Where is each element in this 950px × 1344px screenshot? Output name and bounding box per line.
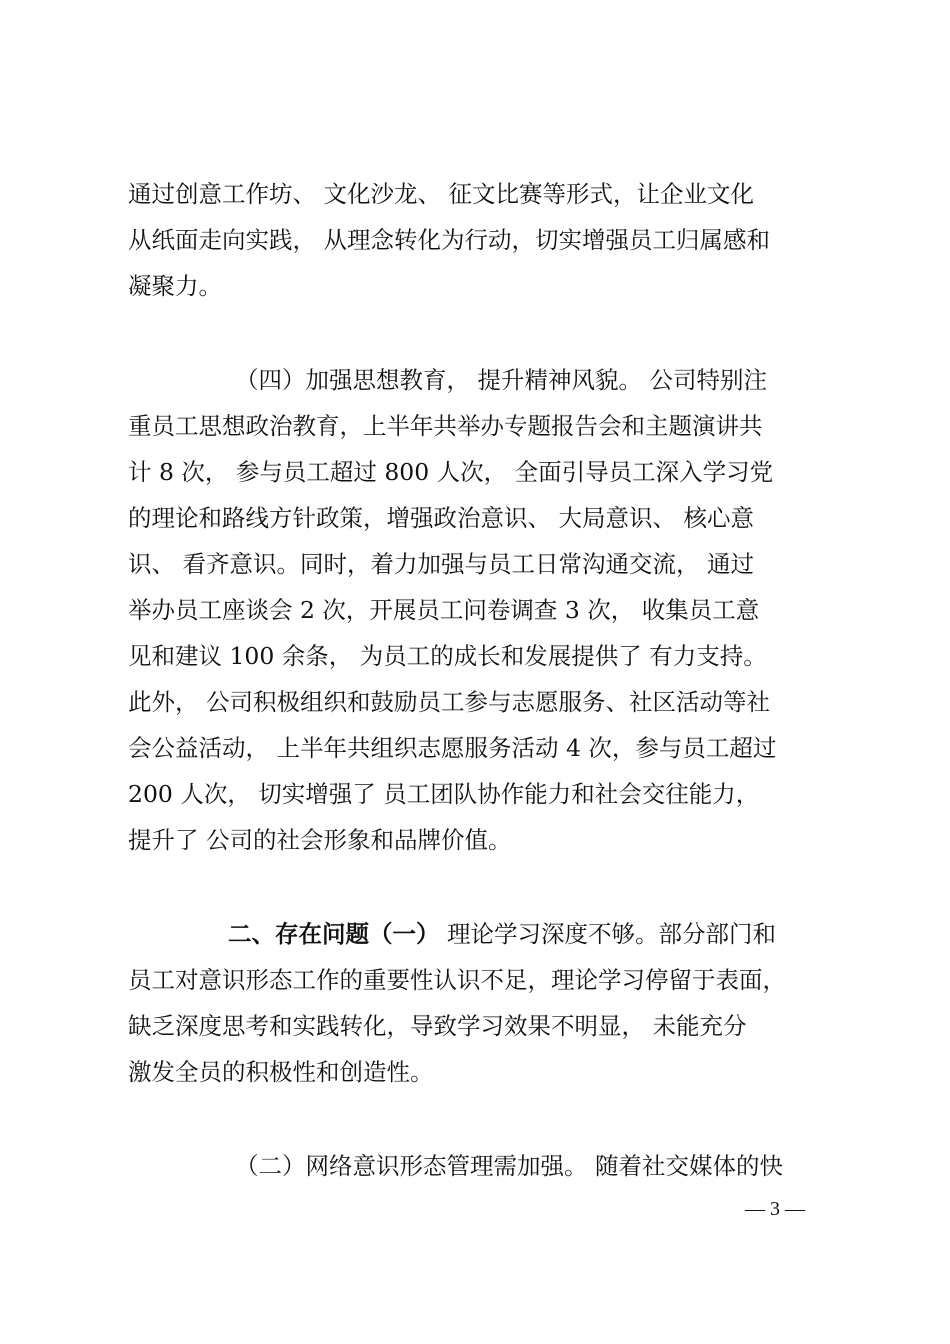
text-line: 员工对意识形态工作的重要性认识不足，理论学习停留于表面， [128, 966, 786, 994]
text-line: 举办员工座谈会 2 次，开展员工问卷调查 3 次， 收集员工意 [128, 596, 760, 624]
page-number: — 3 — [745, 1198, 805, 1220]
text-line: 激发全员的积极性和创造性。 [128, 1058, 434, 1086]
text-line: 计 8 次， 参与员工超过 800 人次， 全面引导员工深入学习党 [128, 458, 774, 486]
text-line: 提升了 公司的社会形象和品牌价值。 [128, 826, 512, 854]
section-heading-line: （四）加强思想教育， 提升精神风貌。 公司特别注 [235, 366, 767, 394]
text-line: 识、 看齐意识。同时，着力加强与员工日常沟通交流， 通过 [128, 550, 754, 578]
text-line: 重员工思想政治教育，上半年共举办专题报告会和主题演讲共 [128, 412, 763, 440]
section-heading-line [228, 920, 776, 948]
text-line: 200 人次， 切实增强了 员工团队协作能力和社会交往能力， [128, 780, 760, 808]
text-line: 从纸面走向实践， 从理念转化为行动，切实增强员工归属感和 [128, 226, 770, 254]
section-heading: 二、存在问题（一） [228, 920, 440, 948]
text-line: 会公益活动， 上半年共组织志愿服务活动 4 次，参与员工超过 [128, 734, 777, 762]
section-heading-line: （二）网络意识形态管理需加强。 随着社交媒体的快 [235, 1152, 783, 1180]
text-line: 通过创意工作坊、 文化沙龙、 征文比赛等形式，让企业文化 [128, 180, 754, 208]
text-line: 此外， 公司积极组织和鼓励员工参与志愿服务、社区活动等社 [128, 688, 770, 716]
text-line: 缺乏深度思考和实践转化，导致学习效果不明显， 未能充分 [128, 1012, 747, 1040]
heading-continuation: 理论学习深度不够。部分部门和 [439, 920, 776, 948]
text-line: 的理论和路线方针政策，增强政治意识、 大局意识、 核心意 [128, 504, 754, 532]
text-line: 凝聚力。 [128, 272, 222, 300]
text-line: 见和建议 100 余条， 为员工的成长和发展提供了 有力支持。 [128, 642, 767, 670]
